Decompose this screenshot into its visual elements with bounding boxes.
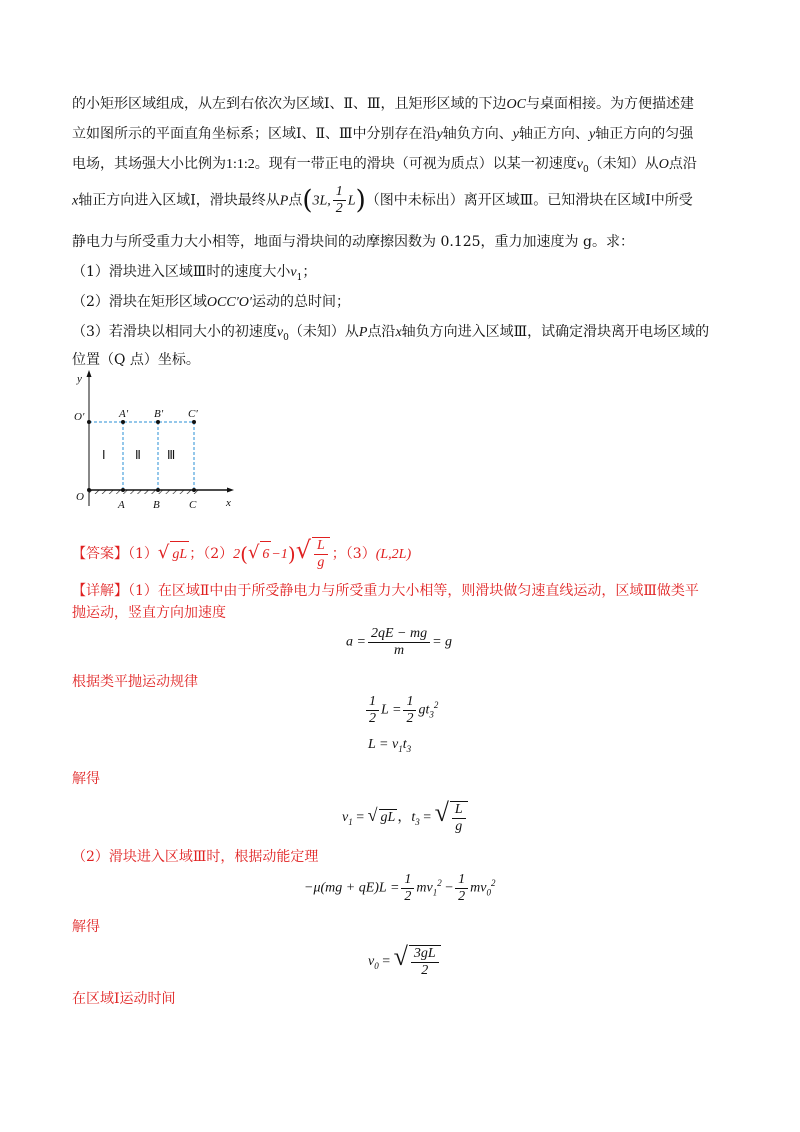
- o-prime-label: O′: [74, 411, 85, 423]
- question-3-cont: 位置（Q 点）坐标。: [72, 352, 200, 368]
- problem-line-4: x轴正方向进入区域Ⅰ，滑块最终从P点(3L, $\frac{1}{2}$ L)（图中未标出）离开区域Ⅲ。已知滑块在区域Ⅰ中所受: [72, 184, 693, 216]
- question-1: （1）滑块进入区域Ⅲ时的速度大小$v_1$；: [72, 264, 317, 283]
- b-prime-label: B′: [154, 408, 164, 420]
- answer-label: 【答案】: [72, 546, 128, 562]
- detail-label: 【详解】: [72, 583, 128, 599]
- question-2: （2）滑块在矩形区域OCC′O′运动的总时间；: [72, 294, 350, 310]
- a-label: A: [118, 499, 125, 511]
- point-o-prime: [87, 420, 91, 424]
- equation-v0: $v_0$ = √ $\frac{3gL}{2}$: [368, 942, 443, 979]
- detail-line-4: 解得: [72, 771, 100, 787]
- equation-acceleration: a = $\frac{2qE - mg}{m}$ = g: [346, 626, 453, 658]
- detail-line-7: 在区域Ⅰ运动时间: [72, 991, 176, 1007]
- region-figure: [60, 366, 250, 516]
- point-c-prime: [192, 420, 196, 424]
- detail-line-5: （2）滑块进入区域Ⅲ时，根据动能定理: [72, 849, 319, 865]
- a-prime-label: A′: [119, 408, 129, 420]
- point-c: [192, 488, 196, 492]
- region-1-label: Ⅰ: [102, 448, 106, 462]
- problem-line-2: 立如图所示的平面直角坐标系；区域Ⅰ、Ⅱ、Ⅲ中分别存在沿y轴负方向、y轴正方向、y轴正方向的匀强: [72, 126, 694, 142]
- detail-line-2: 抛运动，竖直方向加速度: [72, 605, 226, 621]
- answer-line: 【答案】（1）√ gL ；（2）2(√ 6 −1)√ $\frac{L}{g}$ ；（3）(L,2L): [72, 536, 412, 570]
- o-label: O: [76, 491, 84, 503]
- y-label: y: [77, 373, 82, 385]
- detail-line-6: 解得: [72, 919, 100, 935]
- point-fraction: $\frac{1}{2}$: [333, 184, 346, 217]
- problem-line-3: 电场，其场强大小比例为1:1:2。现有一带正电的滑块（可视为质点）以某一初速度$v_0$（未知）从O点沿: [72, 156, 697, 175]
- equation-energy: −μ(mg + qE)L = $\frac{1}{2}$ $mv_1^2$ − $\frac{1}{2}$ $mv_0^2$: [304, 872, 496, 904]
- b-label: B: [153, 499, 160, 511]
- c-prime-label: C′: [188, 408, 198, 420]
- question-3: （3）若滑块以相同大小的初速度$v_0$（未知）从P点沿x轴负方向进入区域Ⅲ，试确定滑块离开电场区域的: [72, 324, 710, 343]
- problem-line-5: 静电力与所受重力大小相等，地面与滑块间的动摩擦因数为 0.125，重力加速度为 g。求：: [72, 234, 634, 250]
- region-2-label: Ⅱ: [135, 448, 141, 462]
- point-b: [156, 488, 160, 492]
- equation-horizontal: $L = v_1t_3$: [368, 737, 412, 754]
- equation-v1-t3: $v_1$ = √ gL ，$t_3$ = √ $\frac{L}{g}$: [342, 798, 470, 835]
- x-label: x: [226, 497, 231, 509]
- equation-vertical: $\frac{1}{2}$ L = $\frac{1}{2}$ $gt_3^2$: [364, 694, 438, 727]
- detail-line-1: 【详解】（1）在区域Ⅱ中由于所受静电力与所受重力大小相等，则滑块做匀速直线运动，区域Ⅲ做类平: [72, 583, 699, 599]
- region-3-label: Ⅲ: [167, 448, 176, 462]
- problem-line-1: 的小矩形区域组成，从左到右依次为区域Ⅰ、Ⅱ、Ⅲ，且矩形区域的下边OC与桌面相接。为方便描述建: [72, 96, 694, 112]
- point-o: [87, 488, 91, 492]
- point-a: [121, 488, 125, 492]
- point-a-prime: [121, 420, 125, 424]
- c-label: C: [189, 499, 197, 511]
- point-b-prime: [156, 420, 160, 424]
- y-axis-arrow-icon: [87, 370, 92, 377]
- x-axis-arrow-icon: [227, 488, 234, 493]
- detail-line-3: 根据类平抛运动规律: [72, 674, 198, 690]
